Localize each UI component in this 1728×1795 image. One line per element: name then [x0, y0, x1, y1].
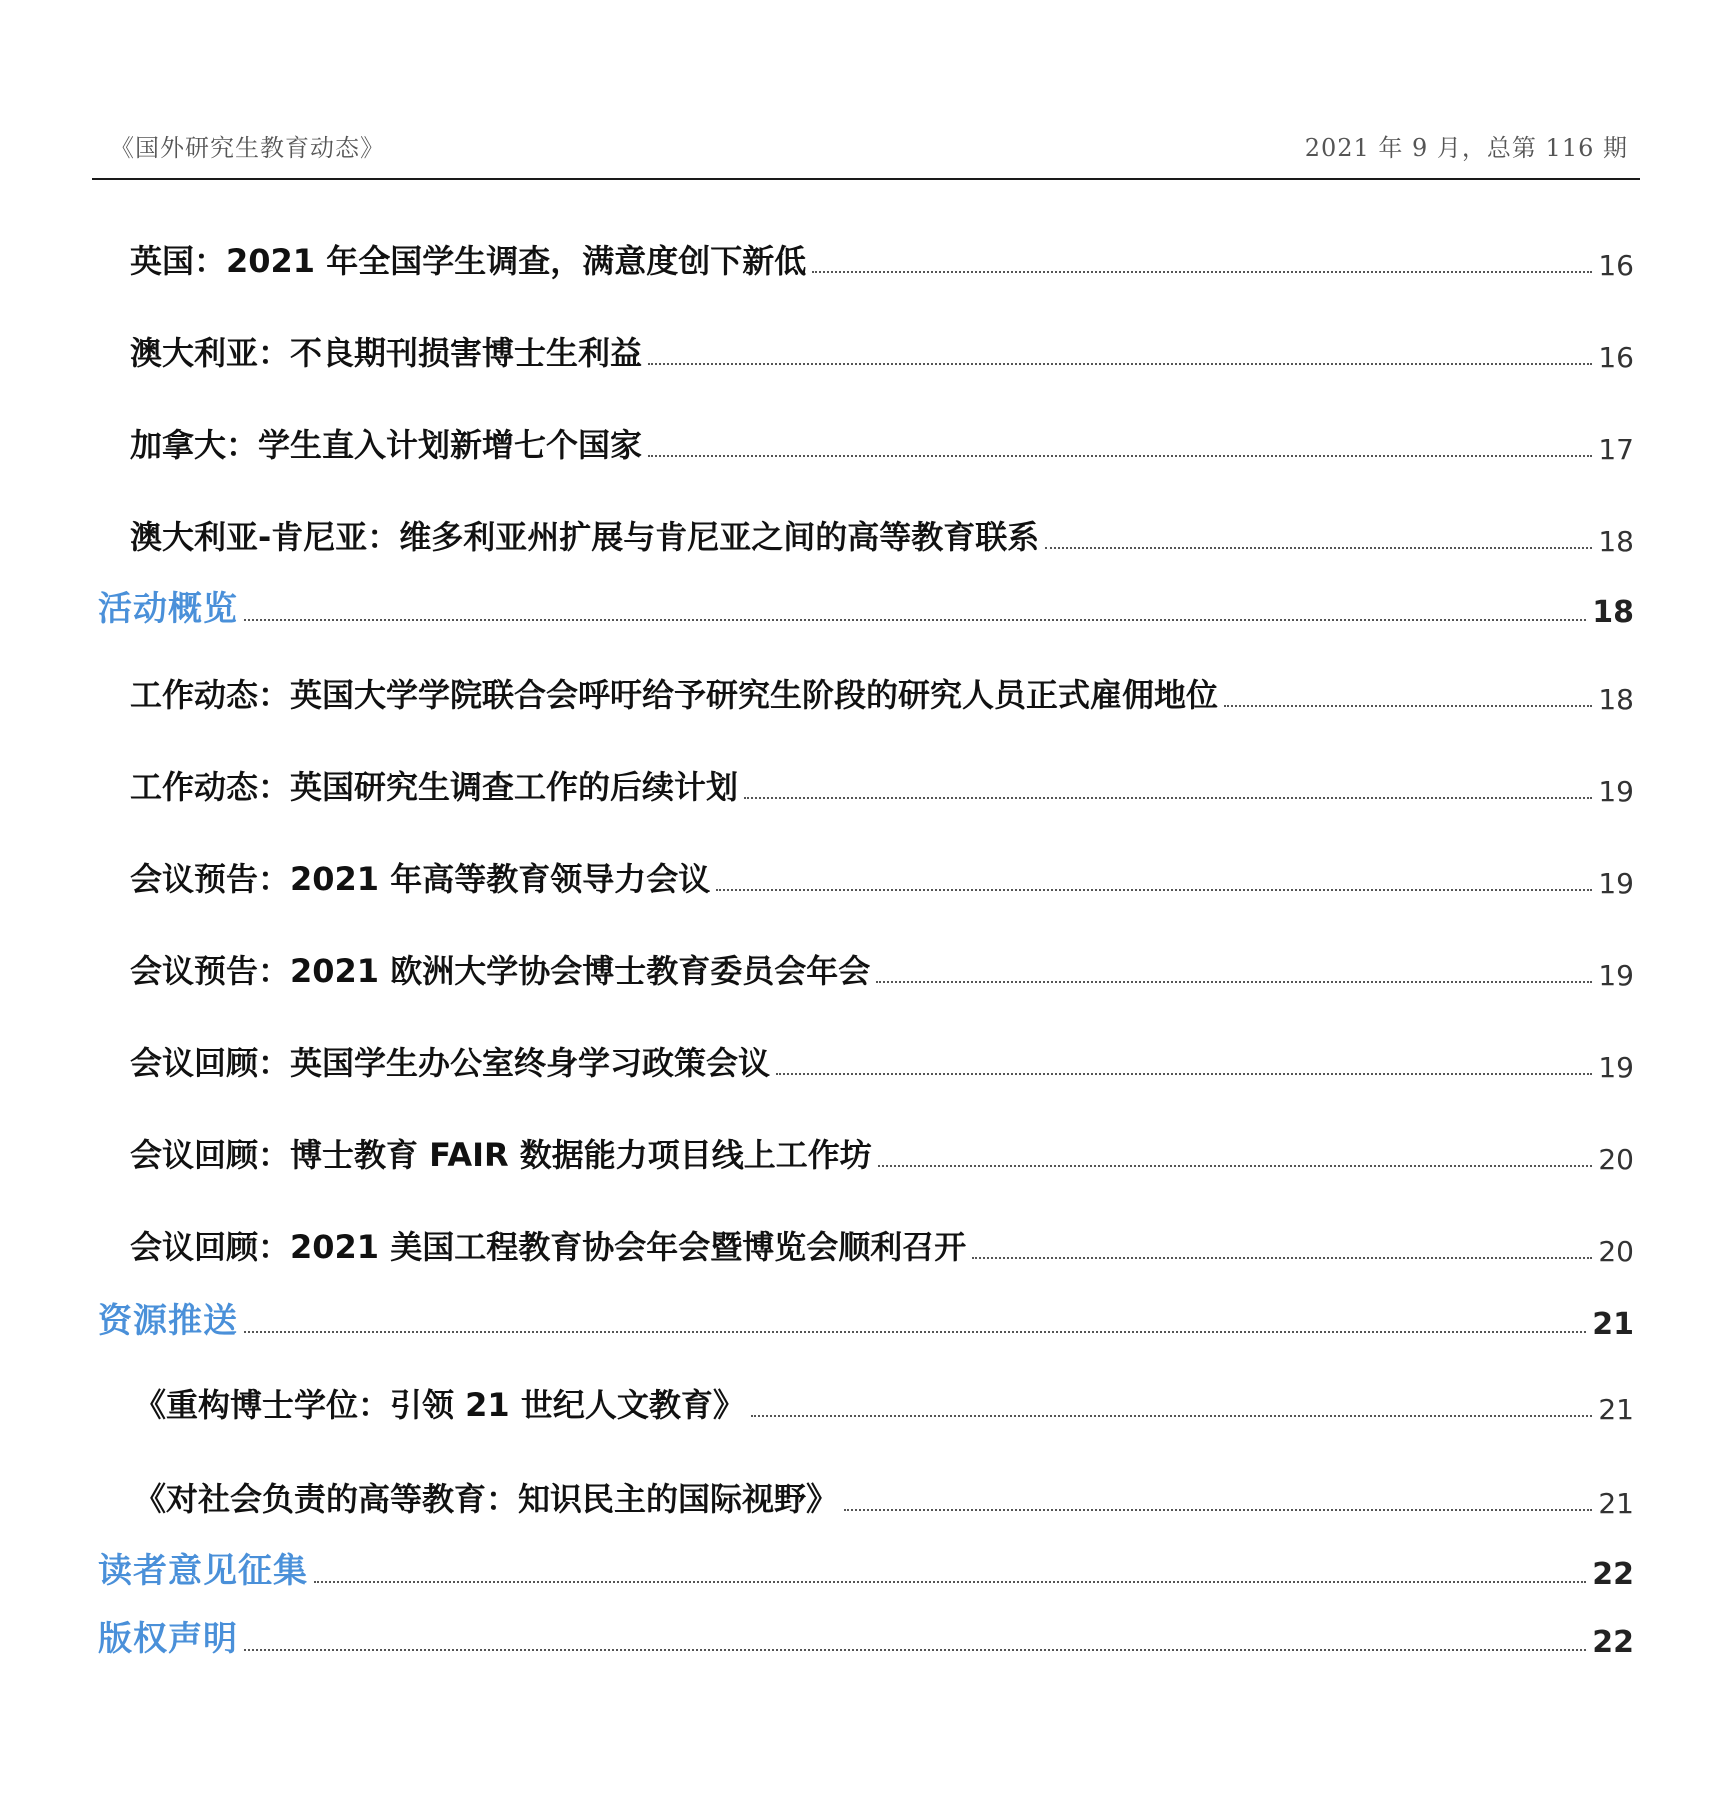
dot-leader [751, 1415, 1593, 1417]
toc-entry-label: 《对社会负责的高等教育：知识民主的国际视野》 [134, 1480, 839, 1518]
toc-entry-label: 会议预告：2021 年高等教育领导力会议 [130, 860, 711, 898]
toc-entry-label: 会议回顾：英国学生办公室终身学习政策会议 [130, 1044, 771, 1082]
toc-entry-page: 21 [1598, 1393, 1634, 1426]
toc-entry-page: 16 [1598, 341, 1634, 374]
toc-entry-label: 澳大利亚-肯尼亚：维多利亚州扩展与肯尼亚之间的高等教育联系 [130, 518, 1040, 556]
toc-section[interactable] [98, 1298, 1634, 1342]
toc-section-heading: 读者意见征集 [98, 1551, 308, 1591]
toc-entry-page: 19 [1598, 1051, 1634, 1084]
dot-leader [744, 797, 1592, 799]
toc-entry-page: 20 [1598, 1235, 1634, 1268]
toc-entry[interactable] [98, 858, 1634, 900]
toc-section[interactable] [98, 1616, 1634, 1660]
dot-leader [716, 889, 1592, 891]
issue-info: 2021 年 9 月，总第 116 期 [1304, 134, 1628, 162]
journal-title: 《国外研究生教育动态》 [110, 134, 385, 162]
dot-leader [648, 363, 1592, 365]
toc-section[interactable] [98, 586, 1634, 630]
toc-section-heading: 版权声明 [98, 1619, 238, 1659]
toc-entry-label: 澳大利亚：不良期刊损害博士生利益 [130, 334, 643, 372]
toc-entry-label: 工作动态：英国大学学院联合会呼吁给予研究生阶段的研究人员正式雇佣地位 [130, 676, 1219, 714]
toc-section-heading: 资源推送 [98, 1301, 238, 1341]
toc-section-page: 18 [1592, 595, 1634, 630]
dot-leader [244, 1649, 1586, 1651]
toc-entry[interactable] [98, 1134, 1634, 1176]
toc-entry-page: 18 [1598, 683, 1634, 716]
toc-entry[interactable] [98, 674, 1634, 716]
toc-entry-page: 18 [1598, 525, 1634, 558]
toc-section-page: 21 [1592, 1307, 1634, 1342]
toc-section-page: 22 [1592, 1557, 1634, 1592]
toc-entry-page: 20 [1598, 1143, 1634, 1176]
toc-entry-page: 21 [1598, 1487, 1634, 1520]
toc-entry-label: 会议回顾：2021 美国工程教育协会年会暨博览会顺利召开 [130, 1228, 967, 1266]
toc-entry-label: 会议预告：2021 欧洲大学协会博士教育委员会年会 [130, 952, 871, 990]
toc-entry[interactable] [98, 1226, 1634, 1268]
dot-leader [1224, 705, 1592, 707]
toc-entry-label: 《重构博士学位：引领 21 世纪人文教育》 [134, 1386, 745, 1424]
toc-entry-label: 会议回顾：博士教育 FAIR 数据能力项目线上工作坊 [130, 1136, 872, 1174]
toc-entry[interactable] [98, 424, 1634, 466]
dot-leader [648, 455, 1592, 457]
toc-entry[interactable] [98, 516, 1634, 558]
toc-entry[interactable] [98, 766, 1634, 808]
toc-entry-label: 工作动态：英国研究生调查工作的后续计划 [130, 768, 739, 806]
dot-leader [244, 1331, 1586, 1333]
page-header [92, 118, 1640, 180]
dot-leader [878, 1165, 1593, 1167]
toc-entry[interactable] [98, 332, 1634, 374]
dot-leader [844, 1509, 1592, 1511]
toc-entry-label: 英国：2021 年全国学生调查，满意度创下新低 [130, 242, 807, 280]
toc-entry-label: 加拿大：学生直入计划新增七个国家 [130, 426, 643, 464]
toc-entry-page: 19 [1598, 959, 1634, 992]
dot-leader [812, 271, 1592, 273]
dot-leader [244, 619, 1586, 621]
toc-entry-page: 17 [1598, 433, 1634, 466]
toc-entry-page: 16 [1598, 249, 1634, 282]
toc-entry[interactable] [98, 950, 1634, 992]
dot-leader [314, 1581, 1586, 1583]
toc-entry[interactable] [98, 240, 1634, 282]
toc-entry-page: 19 [1598, 775, 1634, 808]
dot-leader [876, 981, 1592, 983]
toc-section[interactable] [98, 1548, 1634, 1592]
dot-leader [1045, 547, 1592, 549]
toc-entry[interactable] [98, 1042, 1634, 1084]
toc-entry[interactable] [98, 1384, 1634, 1426]
dot-leader [776, 1073, 1592, 1075]
toc-section-page: 22 [1592, 1625, 1634, 1660]
toc-entry-page: 19 [1598, 867, 1634, 900]
toc-section-heading: 活动概览 [98, 589, 238, 629]
toc-entry[interactable] [98, 1478, 1634, 1520]
dot-leader [972, 1257, 1592, 1259]
